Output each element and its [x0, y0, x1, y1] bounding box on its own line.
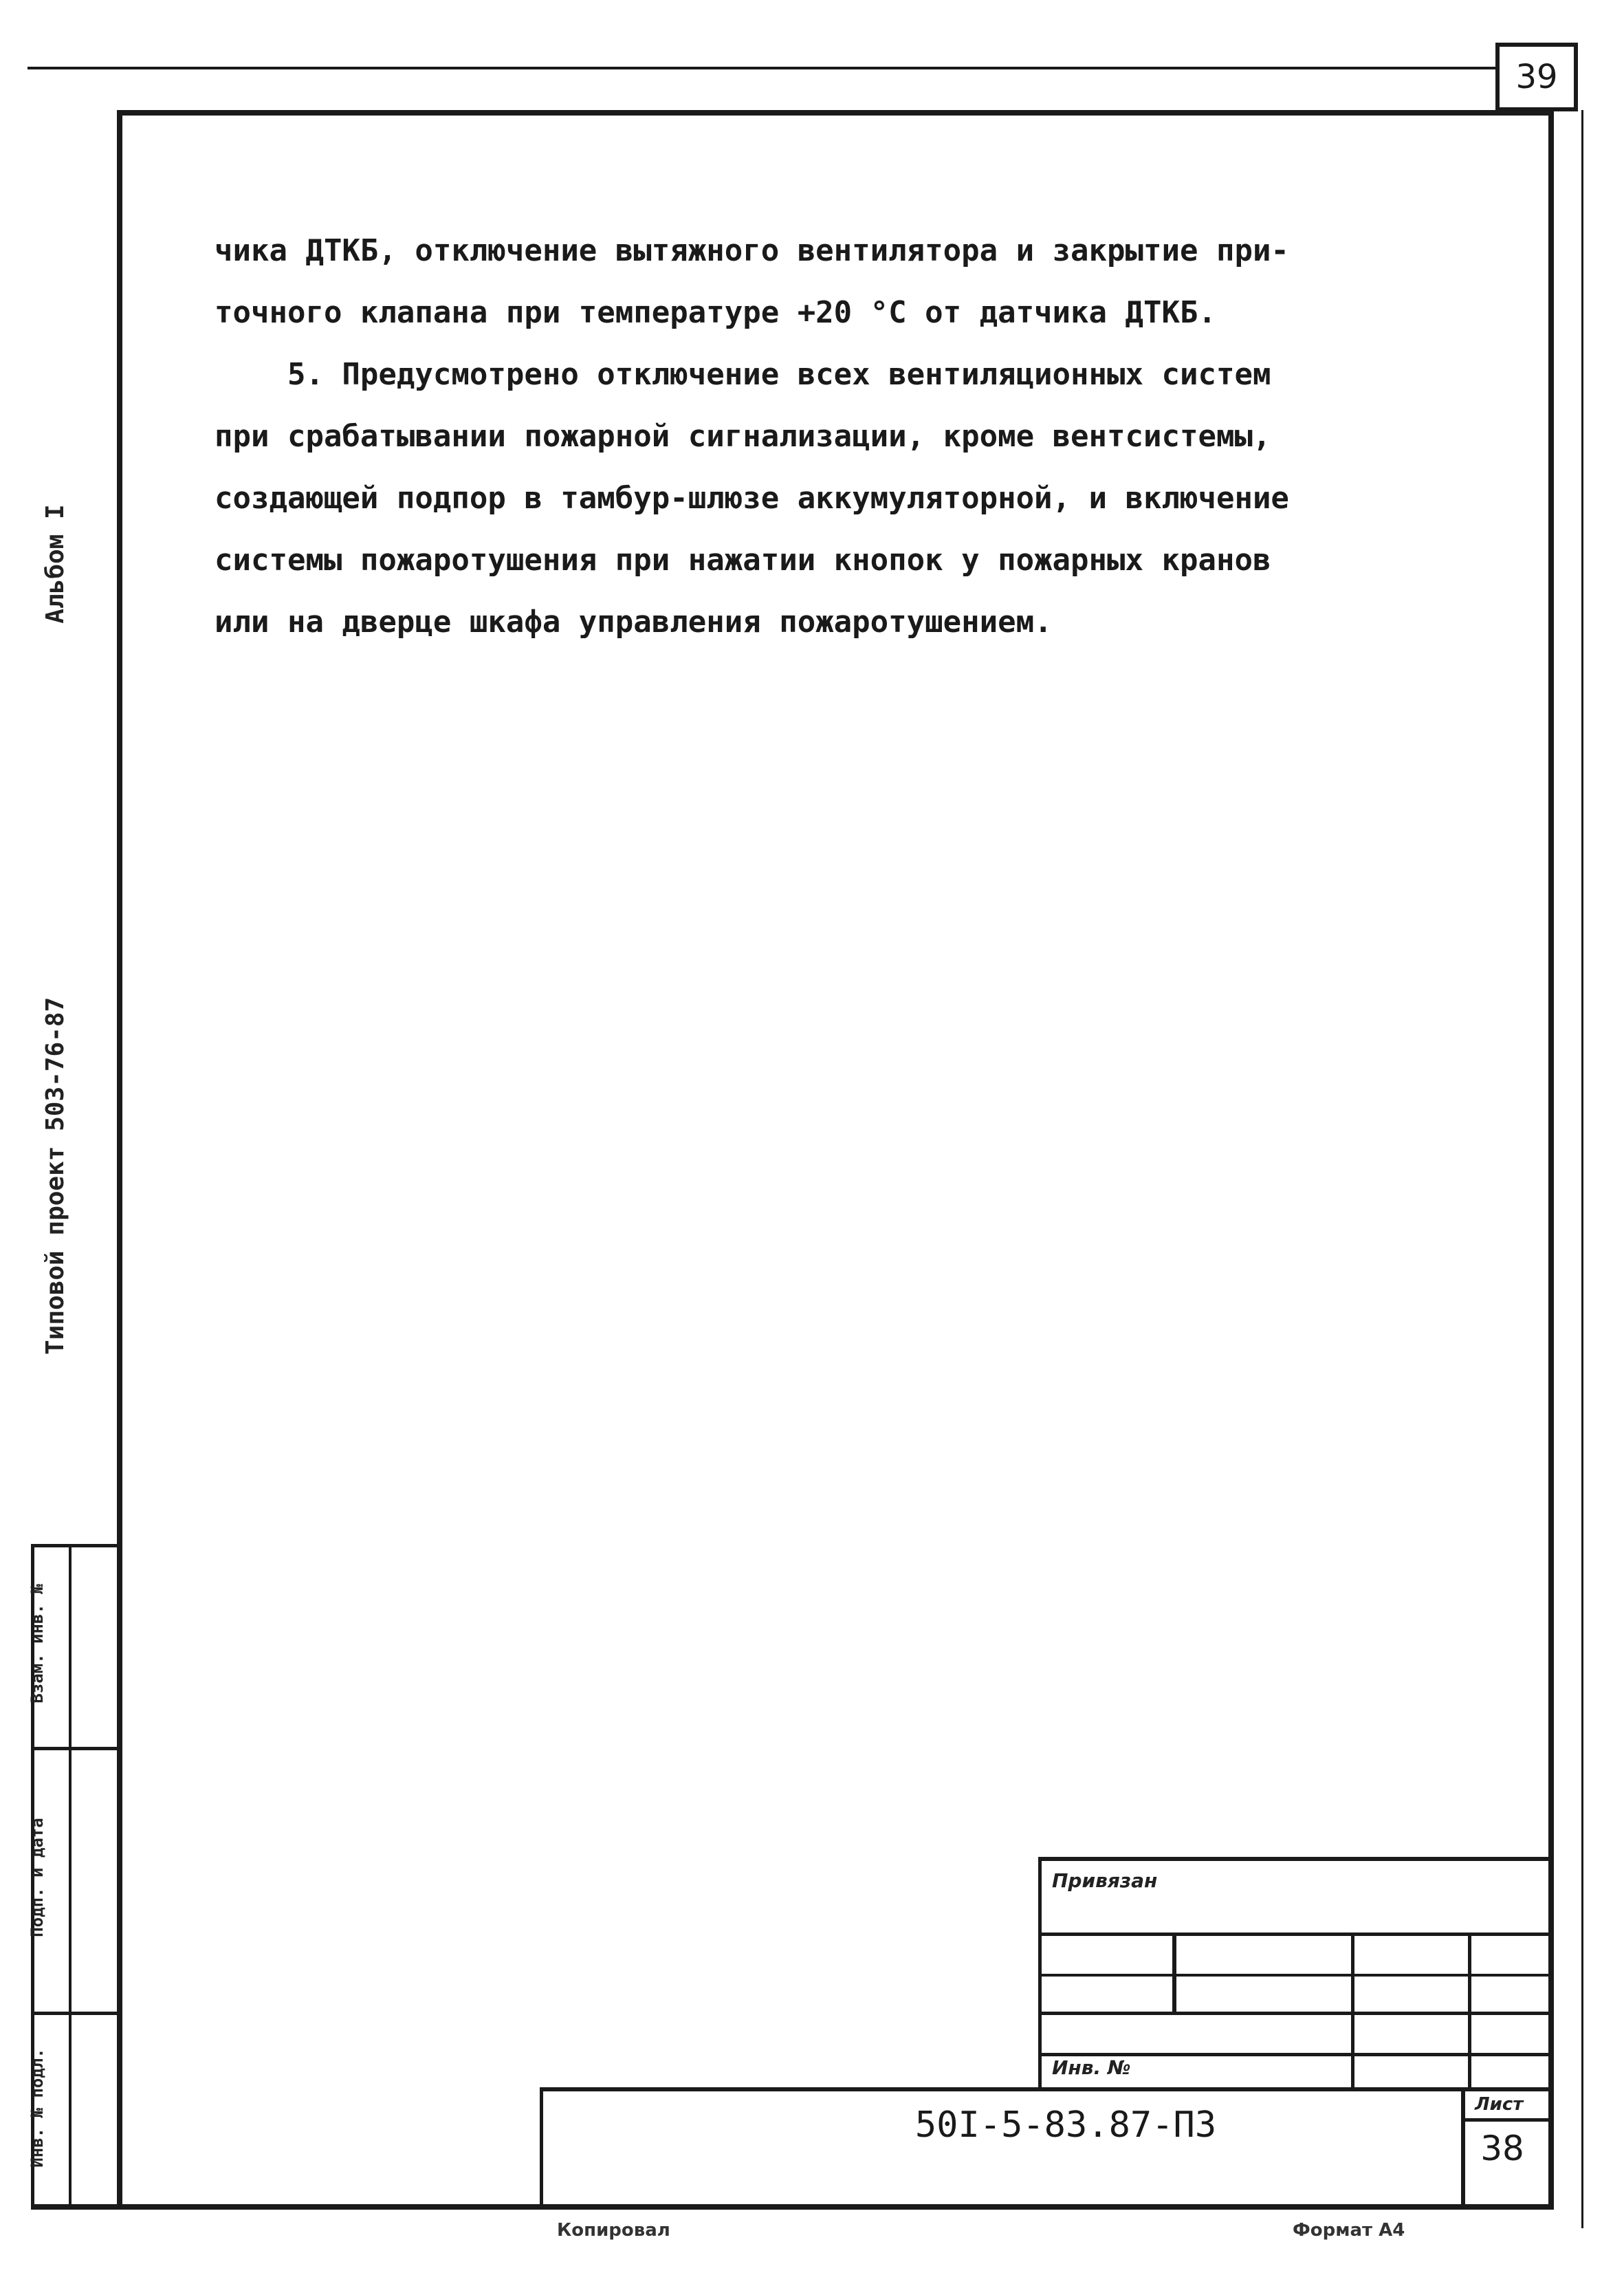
body-line: чика ДТКБ, отключение вытяжного вентилятора и закрытие при-	[215, 233, 1289, 268]
frame-left	[117, 110, 122, 2208]
sheet-number: 38	[1480, 2129, 1524, 2168]
tb-sheet-col	[1461, 2087, 1465, 2208]
outer-right-rule	[1581, 110, 1583, 2228]
stamp-col-mid	[69, 1544, 72, 2208]
inv-no-label: Инв. №	[1052, 2056, 1131, 2079]
tb-col-2	[1351, 1933, 1354, 2091]
body-line: системы пожаротушения при нажатии кнопок у пожарных кранов	[215, 543, 1271, 578]
frame-right	[1548, 110, 1554, 2208]
stamp-inv-podl: Инв. № подл.	[28, 2048, 47, 2168]
stamp-row-3	[31, 2012, 120, 2015]
body-line: создающей подпор в тамбур-шлюзе аккумуляторной, и включение	[215, 481, 1289, 516]
frame-bottom	[31, 2204, 1554, 2210]
body-line: 5. Предусмотрено отключение всех вентиляционных систем	[215, 357, 1271, 392]
body-line: или на дверце шкафа управления пожаротушением.	[215, 605, 1053, 640]
tb-upper-top	[1038, 1857, 1554, 1861]
stamp-podp-data: Подп. и дата	[28, 1818, 47, 1937]
privyazan-label: Привязан	[1052, 1869, 1158, 1892]
footer-format: Формат А4	[1293, 2220, 1405, 2241]
top-rule	[28, 67, 1495, 69]
tb-main-left	[540, 2087, 543, 2208]
list-label: Лист	[1475, 2094, 1524, 2115]
footer-copied: Копировал	[557, 2220, 670, 2241]
tb-row-3	[1038, 2012, 1554, 2015]
album-label: Альбом I	[41, 504, 69, 624]
document-code: 50I-5-83.87-ПЗ	[914, 2104, 1217, 2146]
tb-row-2	[1038, 1974, 1554, 1977]
page-number: 39	[1495, 43, 1578, 111]
body-line: точного клапана при температуре +20 °С от датчика ДТКБ.	[215, 295, 1216, 330]
body-line: при срабатывании пожарной сигнализации, кроме вентсистемы,	[215, 419, 1271, 454]
body-text	[215, 220, 1438, 653]
tb-col-3	[1468, 1933, 1471, 2091]
stamp-row-2	[31, 1747, 120, 1750]
tb-main-top	[540, 2087, 1554, 2091]
stamp-vzam-inv: Взам. инв. №	[28, 1584, 47, 1703]
tb-col-1	[1172, 1933, 1176, 2015]
tb-row-1	[1038, 1933, 1554, 1936]
stamp-row-top	[31, 1544, 120, 1547]
frame-top	[117, 110, 1554, 116]
project-label: Типовой проект 503-76-87	[41, 997, 69, 1355]
tb-sheet-row	[1461, 2118, 1554, 2122]
